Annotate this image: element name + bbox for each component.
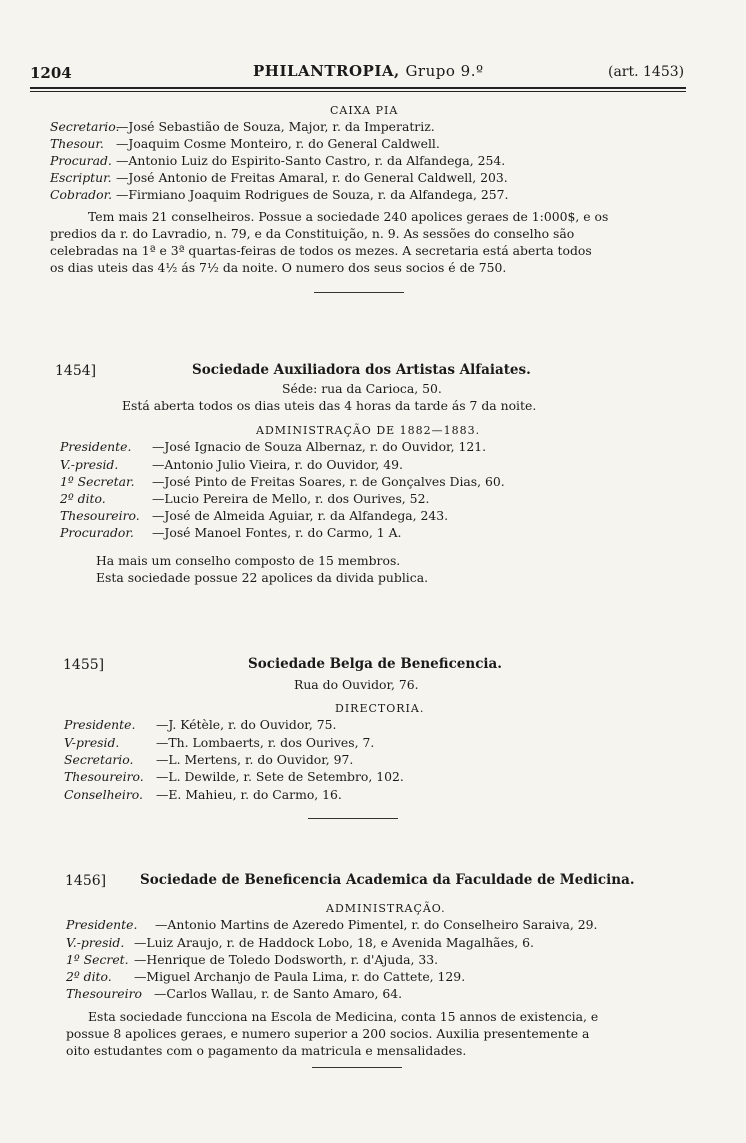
entry-title: Sociedade Belga de Beneficencia. (248, 656, 502, 672)
paragraph-line: celebradas na 1ª e 3ª quartas-feiras de todos os mezes. A secretaria está aberta todos (50, 243, 592, 258)
member-text: —Carlos Wallau, r. de Santo Amaro, 64. (154, 986, 403, 1001)
member-text: —Antonio Martins de Azeredo Pimentel, r. do Conselheiro Saraiva, 29. (155, 917, 598, 932)
member-text: —Luiz Araujo, r. de Haddock Lobo, 18, e Avenida Magalhães, 6. (134, 935, 534, 950)
admin-heading: ADMINISTRAÇÃO. (326, 902, 446, 915)
member-text: —Joaquim Cosme Monteiro, r. do General Caldwell. (116, 136, 440, 151)
entry-note: Ha mais um conselho composto de 15 membros. (96, 553, 401, 568)
list-item (60, 475, 505, 489)
page-title (253, 62, 484, 80)
list-item (50, 171, 508, 185)
member-text: —José Ignacio de Souza Albernaz, r. do Ouvidor, 121. (152, 439, 487, 454)
list-item (50, 154, 505, 168)
list-item (60, 440, 486, 454)
section-divider (308, 818, 398, 819)
role-label: Presidente. (64, 717, 136, 732)
article-range: (art. 1453) (608, 64, 685, 80)
role-label: Presidente. (66, 917, 138, 932)
entry-title: Sociedade de Beneficencia Academica da Faculdade de Medicina. (140, 872, 635, 888)
role-label: Secretario. (64, 752, 134, 767)
list-item (66, 918, 598, 932)
list-item (66, 953, 438, 967)
list-item (50, 120, 435, 134)
role-label: Escriptur. (50, 170, 112, 185)
role-label: Presidente. (60, 439, 132, 454)
paragraph-line: oito estudantes com o pagamento da matricula e mensalidades. (66, 1043, 467, 1058)
admin-heading: ADMINISTRAÇÃO DE 1882—1883. (256, 424, 481, 437)
role-label: Thesoureiro (66, 986, 142, 1001)
list-item (64, 736, 374, 750)
role-label: V.-presid. (66, 935, 125, 950)
paragraph-line: os dias uteis das 4½ ás 7½ da noite. O numero dos seus socios é de 750. (50, 260, 507, 275)
list-item (60, 458, 403, 472)
list-item (64, 718, 336, 732)
role-label: Conselheiro. (64, 787, 143, 802)
role-label: Thesoureiro. (64, 769, 144, 784)
entry-number: 1456] (65, 873, 107, 889)
list-item (66, 970, 465, 984)
list-item (60, 509, 448, 523)
list-item (66, 936, 534, 950)
list-item (50, 137, 440, 151)
member-text: —Miguel Archanjo de Paula Lima, r. do Cattete, 129. (134, 969, 466, 984)
role-label: Secretario. (50, 119, 120, 134)
list-item (66, 987, 402, 1001)
list-item (50, 188, 508, 202)
entry-seat: Séde: rua da Carioca, 50. (282, 381, 442, 396)
list-item (64, 770, 404, 784)
role-label: 2º dito. (60, 491, 106, 506)
member-text: —Antonio Luiz do Espirito-Santo Castro, r. da Alfandega, 254. (116, 153, 506, 168)
page-number: 1204 (30, 64, 72, 82)
paragraph-line: possue 8 apolices geraes, e numero superior a 200 socios. Auxilia presentemente a (66, 1026, 590, 1041)
member-text: —José Antonio de Freitas Amaral, r. do General Caldwell, 203. (116, 170, 508, 185)
entry-note: Esta sociedade possue 22 apolices da divida publica. (96, 570, 429, 585)
entry-number: 1455] (63, 657, 105, 673)
section-divider (312, 1067, 402, 1068)
page-group: Grupo 9.º (405, 62, 484, 80)
member-text: —J. Kétèle, r. do Ouvidor, 75. (156, 717, 337, 732)
paragraph-line: Tem mais 21 conselheiros. Possue a sociedade 240 apolices geraes de 1:000$, e os (88, 209, 609, 224)
list-item (64, 753, 353, 767)
header-rule-thin (30, 91, 686, 92)
header-rule (30, 87, 686, 89)
member-text: —Lucio Pereira de Mello, r. dos Ourives, 52. (152, 491, 430, 506)
page-title-main: PHILANTROPIA, (253, 62, 400, 80)
member-text: —L. Mertens, r. do Ouvidor, 97. (156, 752, 354, 767)
paragraph-line: Esta sociedade funcciona na Escola de Medicina, conta 15 annos de existencia, e (88, 1009, 599, 1024)
role-label: 1º Secretar. (60, 474, 135, 489)
role-label: Thesour. (50, 136, 104, 151)
list-item (64, 788, 342, 802)
member-text: —José de Almeida Aguiar, r. da Alfandega, 243. (152, 508, 449, 523)
list-item (60, 492, 429, 506)
role-label: Thesoureiro. (60, 508, 140, 523)
role-label: Procurador. (60, 525, 134, 540)
role-label: Cobrador. (50, 187, 113, 202)
entry-hours: Está aberta todos os dias uteis das 4 horas da tarde ás 7 da noite. (122, 398, 537, 413)
member-text: —L. Dewilde, r. Sete de Setembro, 102. (156, 769, 404, 784)
role-label: Procurad. (50, 153, 112, 168)
member-text: —Henrique de Toledo Dodsworth, r. d'Ajuda, 33. (134, 952, 439, 967)
member-text: —José Sebastião de Souza, Major, r. da Imperatriz. (116, 119, 435, 134)
member-text: —José Pinto de Freitas Soares, r. de Gonçalves Dias, 60. (152, 474, 505, 489)
role-label: V.-presid. (60, 457, 119, 472)
list-item (60, 526, 401, 540)
member-text: —Antonio Julio Vieira, r. do Ouvidor, 49. (152, 457, 403, 472)
member-text: —E. Mahieu, r. do Carmo, 16. (156, 787, 342, 802)
paragraph-line: predios da r. do Lavradio, n. 79, e da Constituição, n. 9. As sessões do conselho são (50, 226, 575, 241)
role-label: 2º dito. (66, 969, 112, 984)
role-label: V-presid. (64, 735, 120, 750)
caixa-pia-heading: CAIXA PIA (330, 104, 399, 117)
role-label: 1º Secret. (66, 952, 129, 967)
member-text: —Firmiano Joaquim Rodrigues de Souza, r. da Alfandega, 257. (116, 187, 509, 202)
entry-number: 1454] (55, 363, 97, 379)
board-heading: DIRECTORIA. (335, 702, 425, 715)
member-text: —Th. Lombaerts, r. dos Ourives, 7. (156, 735, 375, 750)
section-divider (314, 292, 404, 293)
entry-title: Sociedade Auxiliadora dos Artistas Alfaiates. (192, 362, 531, 378)
entry-address: Rua do Ouvidor, 76. (294, 677, 419, 692)
member-text: —José Manoel Fontes, r. do Carmo, 1 A. (152, 525, 402, 540)
